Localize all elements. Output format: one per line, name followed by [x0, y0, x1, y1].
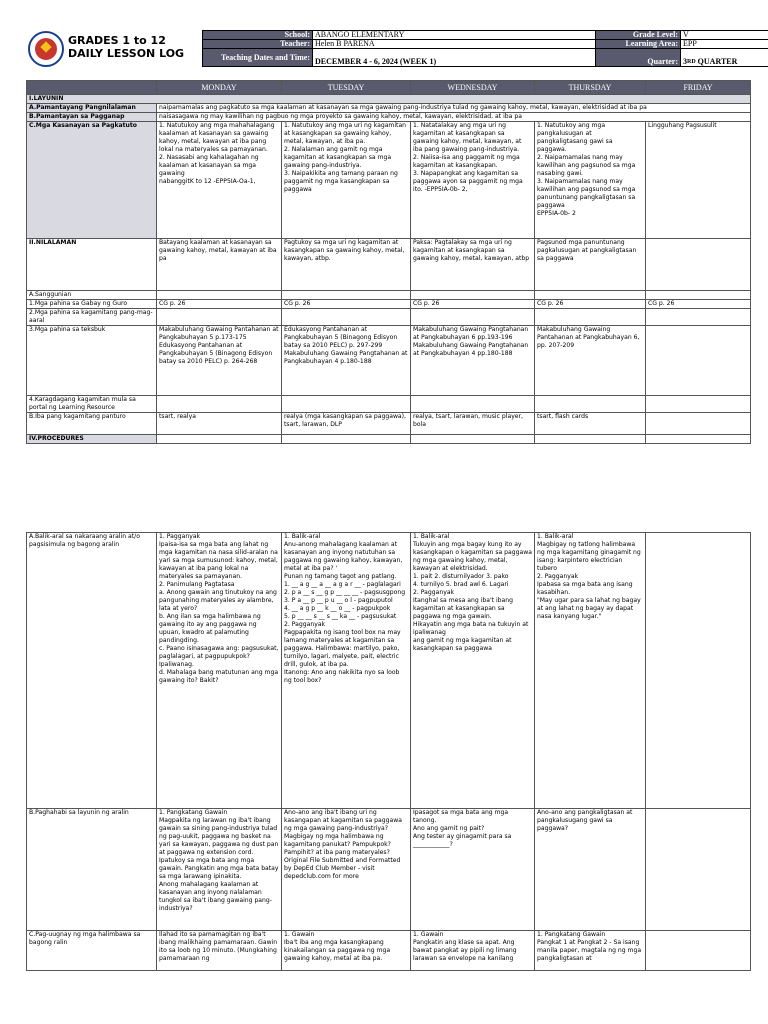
paghahabi-tuesday: Ano-ano ang iba't ibang uri ng kasangapan at kagamitan sa paggawa ng mga gawaing pang-industriya? Magbigay ng mga halimbawa ng kagamitang panukat? Pampukpok? Pampihit? at iba pang materyales? Original File Submitted and Formatted by DepEd Club Member - visit depedclub.com for more — [282, 809, 411, 931]
row-label-pagganap: B.Pamantayan sa Pagganap — [27, 113, 157, 122]
kasanayan-tuesday: 1. Natutukoy ang mga uri ng kagamitan at kasangkapan sa gawaing kahoy, metal, kawayan, at iba pa. 2. Nalalaman ang gamit ng mga kagamitan at kasangkapan sa mga gawaing pang-industriya. 3. Naipakikita ang tamang paraan ng paggamit ng mga kasangkapan sa paggawa — [282, 122, 411, 239]
day-header-monday: MONDAY — [157, 81, 282, 95]
title-line-1: GRADES 1 to 12 — [68, 34, 166, 47]
nilalaman-tuesday: Pagtukoy sa mga uri ng kagamitan at kasangkapan sa gawaing kahoy, metal, kawayan, atbp. — [282, 239, 411, 291]
deped-seal-logo — [28, 31, 64, 67]
teksbuk-friday — [646, 326, 751, 396]
gabay-friday: CG p. 26 — [646, 300, 751, 309]
row-label-kagamitang: 2.Mga pahina sa kagamitang pang-mag-aaral — [27, 309, 157, 326]
school-label: School: — [203, 31, 313, 40]
pangnilalaman-value: naipamamalas ang pagkatuto sa mga kaalaman at kasanayan sa mga gawaing pang-industriya tulad ng gawaing kahoy, metal, kawayan, elektrisidad at iba pa — [157, 104, 751, 113]
quarter-value: 3RD QUARTER — [681, 49, 768, 67]
grade-level-value: V — [681, 31, 768, 40]
nilalaman-thursday: Pagsunod mga panuntunang pagkalusugan at pangkaligtasan sa paggawa — [535, 239, 646, 291]
teksbuk-wednesday: Makabuluhang Gawaing Pangtahanan at Pangkabuhayan 6 pp.193-196 Makabuluhang Gawaing Pangtahanan at Pangkabuhayan 4 pp.180-188 — [411, 326, 535, 396]
balik-aral-thursday: 1. Balik-aral Magbigay ng tatlong halimbawa ng mga kagamitang ginagamit ng isang: karpintero electrician tubero 2. Pagganyak Ipabasa sa mga bata ang isang kasabihan. "May ugar para sa lahat ng bagay at ang lahat ng bagay ay dapat nasa kanyang lugar." — [535, 533, 646, 809]
day-header-thursday: THURSDAY — [535, 81, 646, 95]
row-label-balik-aral: A.Balik-aral sa nakaraang aralin at/o pagsisimula ng bagong aralin — [27, 533, 157, 809]
iba-friday — [646, 413, 751, 435]
lesson-table-bottom — [26, 532, 751, 971]
document-title — [68, 34, 184, 60]
iba-thursday: tsart, flash cards — [535, 413, 646, 435]
gabay-thursday: CG p. 26 — [535, 300, 646, 309]
day-header-row — [27, 81, 751, 95]
paghahabi-monday: 1. Pangkatang Gawain Magpakita ng larawan ng iba't ibang gawain sa sining pang-industriya tulad ng pag-uukit, paggawa ng basket na yari sa kawayan, paggawa ng dust pan at paggawa ng extension cord. Ipatukoy sa mga bata ang mga gawain. Pangkatin ang mga bata batay sa mga larawang ipinakita. Anong mahalagang kaalaman at kasanayan ang inyong nalalaman tungkol sa iba't ibang gawaing pang-industriya? — [157, 809, 282, 931]
paghahabi-wednesday: Ipasagot sa mga bata ang mga tanong. Ano ang gamit ng pait? Ang tester ay ginagamit para sa ____________? — [411, 809, 535, 931]
school-value: ABANGO ELEMENTARY — [313, 31, 596, 40]
iba-tuesday: realya (mga kasangkapan sa paggawa), tsart, larawan, DLP — [282, 413, 411, 435]
gabay-tuesday: CG p. 26 — [282, 300, 411, 309]
nilalaman-friday — [646, 239, 751, 291]
paghahabi-friday — [646, 809, 751, 931]
section-layunin: I.LAYUNIN — [27, 95, 751, 104]
teksbuk-monday: Makabuluhang Gawaing Pantahanan at Pangkabuhayan 5 p.173-175 Edukasyong Pantahanan at Pangkabuhayan 5 (Binagong Edisyon batay sa 2010 PELC) p. 264-268 — [157, 326, 282, 396]
row-label-karagdagang: 4.Karagdagang kagamitan mula sa portal ng Learning Resource — [27, 396, 157, 413]
row-label-iba-pang: B.Iba pang kagamitang panturo — [27, 413, 157, 435]
row-label-teksbuk: 3.Mga pahina sa teksbuk — [27, 326, 157, 396]
nilalaman-wednesday: Paksa: Pagtalakay sa mga uri ng kagamitan at kasangkapan sa gawaing kahoy, metal, kawayan, atbp — [411, 239, 535, 291]
row-label-sanggunian: A.Sanggunian — [27, 291, 157, 300]
corner-cell — [27, 81, 157, 95]
grade-level-label: Grade Level: — [596, 31, 681, 40]
teacher-value: Helen B PARENA — [313, 40, 596, 49]
pagganap-value: naisasagawa ng may kawilihan ng pagbuo ng mga proyekto sa gawaing kahoy, metal, kawayan, elektrisidad, at iba pa — [157, 113, 751, 122]
row-label-gabay: 1.Mga pahina sa Gabay ng Guro — [27, 300, 157, 309]
row-label-pangnilalaman: A.Pamantayang Pangnilalaman — [27, 104, 157, 113]
teksbuk-thursday: Makabuluhang Gawaing Pantahanan at Pangkabuhayan 6, pp. 207-209 — [535, 326, 646, 396]
paguugnay-tuesday: 1. Gawain Iba't iba ang mga kasangkapang kinakailangan sa paggawa ng mga gawaing kahoy, metal at iba pa. — [282, 931, 411, 971]
gabay-wednesday: CG p. 26 — [411, 300, 535, 309]
balik-aral-tuesday: 1. Balik-aral Anu-anong mahalagang kaalaman at kasanayan ang inyong natutuhan sa paggawa ng gawaing kahoy, kawayan, metal at iba pa? ' Punan ng tamang tagot ang patlang. 1. __ a g __ a __ a g a r __ - paglalagari 2. p a __ s __ g p __ __ __ - pagsusgpong 3. P a __ p __ p u __ o l - pagpuputol 4. __ a g p __ k __ o __ - pagpukpok 5. p __ __ s __ s __ ka __ - pagsusukat 2. Pagganyak Pagpapakita ng isang tool box na may lamang materyales at kagamitan sa paggawa. Halimbawa: martilyo, pako, turnilyo, lagari, malyete, pait, electric drill, gulok, at iba pa. Itanong: Ano ang nakikita nyo sa loob ng tool box? — [282, 533, 411, 809]
header — [26, 30, 750, 72]
dates-label: Teaching Dates and Time: — [203, 49, 313, 67]
lesson-table-top — [26, 80, 751, 444]
dates-value: DECEMBER 4 - 6, 2024 (WEEK 1) — [313, 49, 596, 67]
balik-aral-friday — [646, 533, 751, 809]
kasanayan-friday: Lingguhang Pagsusulit — [646, 122, 751, 239]
day-header-wednesday: WEDNESDAY — [411, 81, 535, 95]
row-label-procedures: IV.PROCEDURES — [27, 435, 157, 444]
title-line-2: DAILY LESSON LOG — [68, 47, 185, 60]
paguugnay-monday: Ilahad ito sa pamamagitan ng iba't ibang malikhaing pamamaraan. Gawin ito sa loob ng 10 minuto. (Mungkahing pamamaraan ng — [157, 931, 282, 971]
paguugnay-friday — [646, 931, 751, 971]
learning-area-value: EPP — [681, 40, 768, 49]
kasanayan-monday: 1. Natutukoy ang mga mahahalagang kaalaman at kasanayan sa gawaing kahoy, metal, kawayan at iba pang lokal na materyales sa pamayanan. 2. Nasasabi ang kahalagahan ng kaalaman at kasanayan sa mga gawaing nabanggitK to 12 -EPP5IA-Oa-1, — [157, 122, 282, 239]
quarter-label: Quarter: — [596, 49, 681, 67]
learning-area-label: Learning Area: — [596, 40, 681, 49]
row-label-nilalaman: II.NILALAMAN — [27, 239, 157, 291]
balik-aral-wednesday: 1. Balik-aral Tukuyin ang mga bagay kung ito ay kasangkapan o kagamitan sa paggawa ng mga gawaing kahoy, metal, kawayan at elektrisidad. 1. pait 2. disturnilyador 3. pako 4. turnilyo 5. brad awl 6. Lagari 2. Pagganyak Itanghal sa mesa ang iba't ibang kagamitan at kasangkapan sa paggawa ng mga gawain. Hikayatin ang mga bata na tukuyin at ipaliwanag ang gamit ng mga kagamitan at kasangkapan sa paggawa — [411, 533, 535, 809]
paghahabi-thursday: Ano-ano ang pangkaligtasan at pangkalusugang gawi sa paggawa? — [535, 809, 646, 931]
paguugnay-wednesday: 1. Gawain Pangkatin ang klase sa apat. Ang bawat pangkat ay pipili ng limang larawan sa envelope na kanilang — [411, 931, 535, 971]
kasanayan-thursday: 1. Natutukoy ang mga pangkalusugan at pangkaligtasang gawi sa paggawa. 2. Naipamamalas nang may kawilihan ang pagsunod sa mga nasabing gawi. 3. Naipamamalas nang may kawilihan ang pagsunod sa mga panuntunang pangkaligtasan sa paggawa EPP5IA-0b- 2 — [535, 122, 646, 239]
iba-monday: tsart, realya — [157, 413, 282, 435]
row-label-paguugnay: C.Pag-uugnay ng mga halimbawa sa bagong ralin — [27, 931, 157, 971]
row-label-kasanayan: C.Mga Kasanayan sa Pagkatuto — [27, 122, 157, 239]
row-label-paghahabi: B.Paghahabi sa layunin ng aralin — [27, 809, 157, 931]
gabay-monday: CG p. 26 — [157, 300, 282, 309]
header-info — [202, 30, 768, 67]
paguugnay-thursday: 1. Pangkatang Gawain Pangkat 1 at Pangkat 2 - Sa isang manila paper, magtala ng ng mga pangkaligtasan at — [535, 931, 646, 971]
teacher-label: Teacher: — [203, 40, 313, 49]
nilalaman-monday: Batayang kaalaman at kasanayan sa gawaing kahoy, metal, kawayan at iba pa — [157, 239, 282, 291]
day-header-tuesday: TUESDAY — [282, 81, 411, 95]
iba-wednesday: realya, tsart, larawan, music player, bola — [411, 413, 535, 435]
kasanayan-wednesday: 1. Natatalakay ang mga uri ng kagamitan at kasangkapan sa gawaing kahoy, metal, kawayan, at iba pang gawaing pang-industriya. 2. Naiisa-isa ang paggamit ng mga kagamitan at kasangkapan. 3. Napapangkat ang kagamitan sa paggawa ayon sa paggamit ng mga ito. -EPP5IA-0b- 2, — [411, 122, 535, 239]
day-header-friday: FRIDAY — [646, 81, 751, 95]
teksbuk-tuesday: Edukasyong Pantahanan at Pangkabuhayan 5 (Binagong Edisyon batay sa 2010 PELC) p. 297-299 Makabuluhang Gawaing Pangtahanan at Pangkabuhayan 4 p.180-188 — [282, 326, 411, 396]
balik-aral-monday: 1. Pagganyak Ipaisa-isa sa mga bata ang lahat ng mga kagamitan na nasa silid-aralan na yari sa mga sumusunod: kahoy, metal, kawayan at iba pang lokal na materyales sa pamayanan. 2. Panimulang Pagtatasa a. Anong gawain ang tinutukoy na ang pangunahing materyales ay alambre, lata at yero? b. Ang ilan sa mga halimbawa ng gawaing ito ay ang paggawa ng upuan, kwadro at palamuting pandingding. c. Paano isinasagawa ang: pagsusukat, paglalagari, at pagpupukpok? Ipaliwanag. d. Mahalaga bang matutunan ang mga gawaing ito? Bakit? — [157, 533, 282, 809]
